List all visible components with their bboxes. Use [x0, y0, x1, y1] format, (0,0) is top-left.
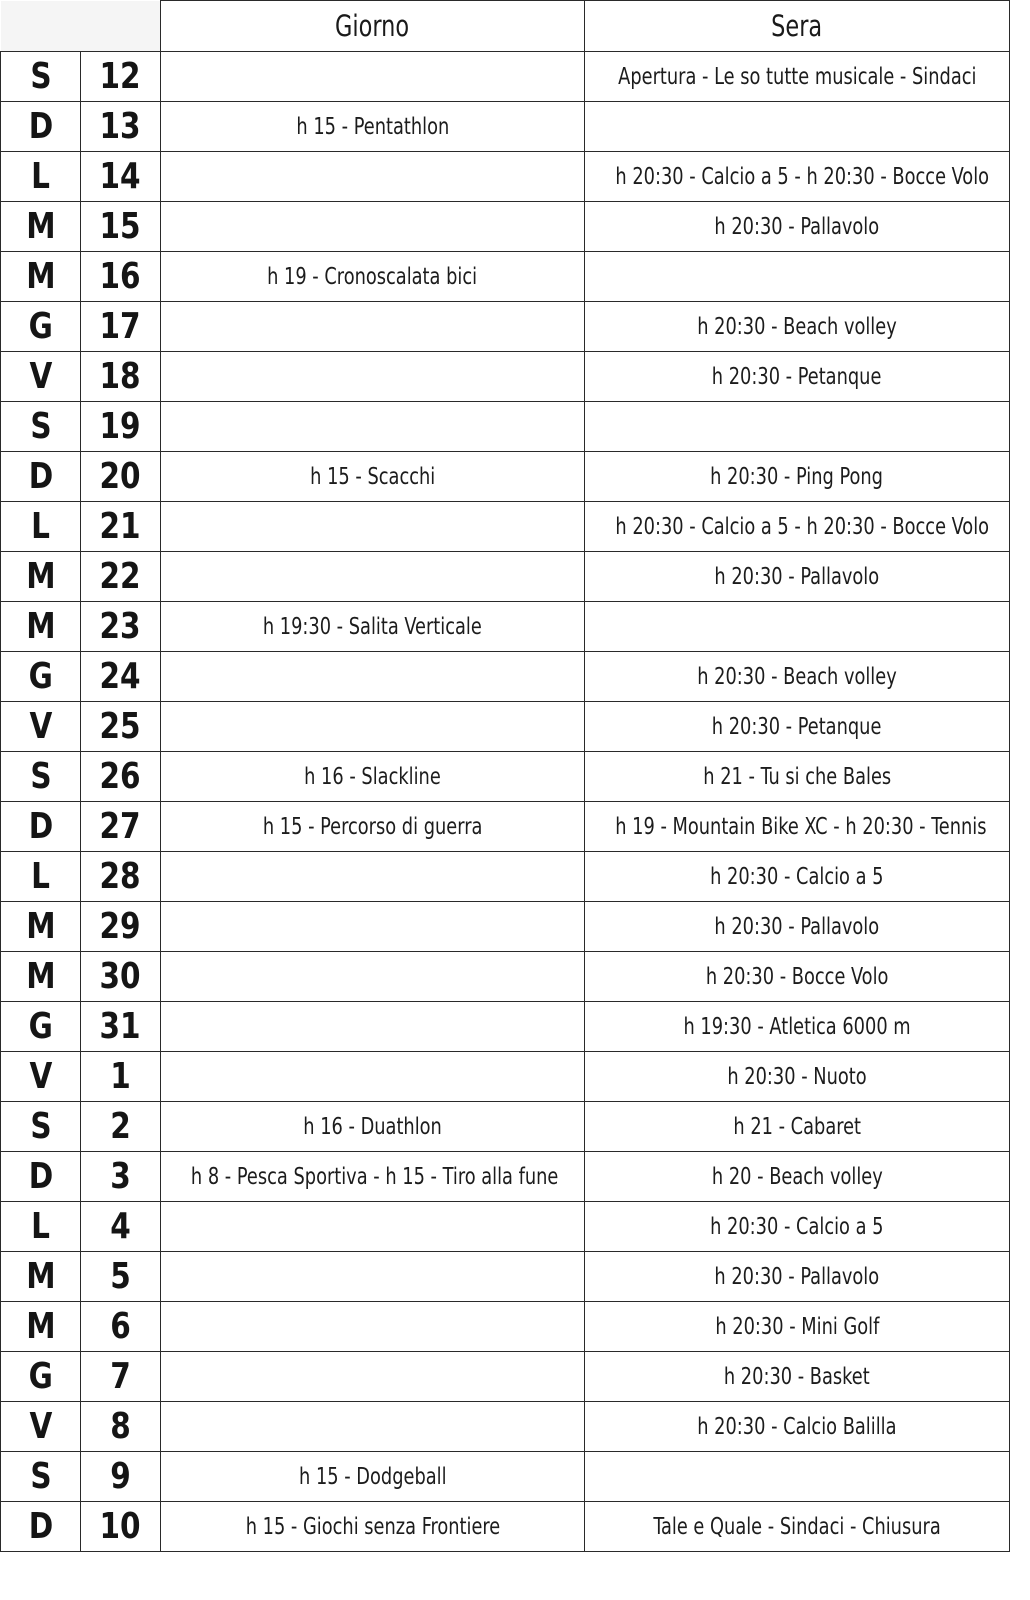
date-cell-text: 27 [99, 806, 142, 847]
evening-event-cell [585, 202, 1010, 252]
day-event-cell [161, 1452, 585, 1502]
weekday-cell [1, 702, 81, 752]
evening-event-cell [585, 1402, 1010, 1452]
day-event-cell [161, 502, 585, 552]
table-row [1, 702, 1010, 752]
weekday-cell [1, 402, 81, 452]
date-cell [81, 102, 161, 152]
weekday-cell [1, 902, 81, 952]
evening-event-cell [585, 102, 1010, 152]
weekday-cell-text: L [31, 856, 50, 897]
evening-event-cell [585, 1452, 1010, 1502]
weekday-cell [1, 852, 81, 902]
date-cell-text: 2 [110, 1106, 131, 1147]
weekday-cell [1, 252, 81, 302]
evening-event-cell-text: h 20:30 - Nuoto [727, 1063, 867, 1090]
evening-event-cell-text: h 20:30 - Ping Pong [710, 463, 884, 490]
date-cell [81, 1352, 161, 1402]
day-event-cell [161, 102, 585, 152]
date-cell-text: 21 [99, 506, 142, 547]
evening-event-cell-text: h 20:30 - Pallavolo [714, 563, 880, 590]
table-row [1, 1252, 1010, 1302]
weekday-cell [1, 452, 81, 502]
date-cell-text: 29 [99, 906, 142, 947]
table-row [1, 552, 1010, 602]
date-cell-text: 18 [99, 356, 142, 397]
evening-event-cell-text: h 20:30 - Calcio a 5 [710, 863, 884, 890]
day-event-cell [161, 1252, 585, 1302]
weekday-cell-text: M [25, 556, 56, 597]
day-event-cell [161, 1152, 585, 1202]
day-event-cell-text: h 15 - Percorso di guerra [262, 813, 483, 840]
date-cell [81, 1302, 161, 1352]
weekday-cell [1, 1152, 81, 1202]
table-row [1, 952, 1010, 1002]
table-row [1, 1102, 1010, 1152]
date-cell [81, 852, 161, 902]
weekday-cell [1, 302, 81, 352]
date-cell [81, 1052, 161, 1102]
day-event-cell [161, 1352, 585, 1402]
weekday-cell-text: D [28, 806, 53, 847]
weekday-cell-text: V [29, 1056, 52, 1097]
evening-event-cell-text: h 20:30 - Pallavolo [714, 1263, 880, 1290]
date-cell-text: 3 [110, 1156, 131, 1197]
weekday-cell [1, 502, 81, 552]
table-row [1, 852, 1010, 902]
table-row [1, 1052, 1010, 1102]
weekday-cell-text: G [28, 1356, 53, 1397]
weekday-cell-text: G [28, 1006, 53, 1047]
day-event-cell [161, 452, 585, 502]
weekday-cell [1, 1202, 81, 1252]
date-cell-text: 13 [99, 106, 142, 147]
date-cell [81, 402, 161, 452]
evening-event-cell-text: h 20:30 - Basket [724, 1363, 870, 1390]
day-event-cell [161, 1202, 585, 1252]
date-cell [81, 802, 161, 852]
evening-event-cell-text: h 20:30 - Calcio a 5 - h 20:30 - Bocce Volo [615, 513, 990, 540]
date-cell-text: 10 [99, 1506, 142, 1547]
evening-event-cell-text: h 20:30 - Calcio Balilla [697, 1413, 897, 1440]
table-row [1, 752, 1010, 802]
evening-event-cell [585, 802, 1010, 852]
day-event-cell-text: h 15 - Pentathlon [296, 113, 449, 140]
weekday-cell [1, 52, 81, 102]
table-row [1, 1002, 1010, 1052]
date-cell-text: 20 [99, 456, 142, 497]
weekday-cell [1, 952, 81, 1002]
table-row [1, 52, 1010, 102]
weekday-cell-text: M [25, 906, 56, 947]
date-cell-text: 7 [110, 1356, 131, 1397]
day-event-cell [161, 652, 585, 702]
evening-event-cell-text: h 20:30 - Petanque [712, 363, 882, 390]
header-evening [585, 1, 1010, 52]
table-row [1, 402, 1010, 452]
weekday-cell [1, 1252, 81, 1302]
date-cell-text: 17 [99, 306, 142, 347]
weekday-cell-text: V [29, 706, 52, 747]
day-event-cell [161, 152, 585, 202]
date-cell [81, 52, 161, 102]
evening-event-cell [585, 902, 1010, 952]
evening-event-cell [585, 1202, 1010, 1252]
evening-event-cell [585, 402, 1010, 452]
day-event-cell [161, 552, 585, 602]
evening-event-cell-text: h 21 - Cabaret [733, 1113, 861, 1140]
table-row [1, 202, 1010, 252]
date-cell-text: 14 [99, 156, 142, 197]
header-row [1, 1, 1010, 52]
evening-event-cell-text: h 20 - Beach volley [711, 1163, 883, 1190]
weekday-cell-text: G [28, 656, 53, 697]
evening-event-cell-text: h 20:30 - Calcio a 5 - h 20:30 - Bocce Volo [615, 163, 990, 190]
evening-event-cell [585, 152, 1010, 202]
day-event-cell [161, 952, 585, 1002]
schedule-body [1, 52, 1010, 1552]
date-cell [81, 552, 161, 602]
date-cell-text: 4 [110, 1206, 131, 1247]
day-event-cell [161, 1302, 585, 1352]
evening-event-cell-text: h 20:30 - Petanque [712, 713, 882, 740]
evening-event-cell-text: h 20:30 - Mini Golf [715, 1313, 879, 1340]
header-day-label: Giorno [335, 9, 410, 43]
date-cell-text: 25 [99, 706, 142, 747]
evening-event-cell [585, 1002, 1010, 1052]
weekday-cell [1, 352, 81, 402]
weekday-cell-text: M [25, 256, 56, 297]
weekday-cell [1, 152, 81, 202]
weekday-cell [1, 602, 81, 652]
evening-event-cell [585, 452, 1010, 502]
day-event-cell [161, 752, 585, 802]
weekday-cell-text: L [31, 1206, 50, 1247]
weekday-cell [1, 752, 81, 802]
evening-event-cell-text: h 20:30 - Pallavolo [714, 913, 880, 940]
date-cell [81, 252, 161, 302]
weekday-cell-text: S [29, 756, 52, 797]
table-row [1, 1302, 1010, 1352]
weekday-cell [1, 652, 81, 702]
table-row [1, 452, 1010, 502]
table-row [1, 252, 1010, 302]
day-event-cell [161, 602, 585, 652]
date-cell-text: 24 [99, 656, 142, 697]
date-cell [81, 1002, 161, 1052]
weekday-cell-text: D [28, 1506, 53, 1547]
weekday-cell-text: M [25, 1306, 56, 1347]
date-cell [81, 1452, 161, 1502]
weekday-cell-text: M [25, 206, 56, 247]
weekday-cell-text: M [25, 956, 56, 997]
evening-event-cell-text: h 21 - Tu si che Bales [703, 763, 891, 790]
date-cell [81, 452, 161, 502]
date-cell [81, 1202, 161, 1252]
weekday-cell [1, 1302, 81, 1352]
date-cell [81, 602, 161, 652]
table-row [1, 1352, 1010, 1402]
date-cell [81, 1402, 161, 1452]
weekday-cell-text: D [28, 456, 53, 497]
evening-event-cell [585, 752, 1010, 802]
day-event-cell-text: h 15 - Giochi senza Frontiere [245, 1513, 500, 1540]
date-cell-text: 16 [99, 256, 142, 297]
weekday-cell-text: M [25, 1256, 56, 1297]
day-event-cell [161, 1502, 585, 1552]
day-event-cell [161, 1102, 585, 1152]
weekday-cell-text: S [29, 1456, 52, 1497]
evening-event-cell [585, 1252, 1010, 1302]
date-cell-text: 28 [99, 856, 142, 897]
weekday-cell-text: G [28, 306, 53, 347]
weekday-cell [1, 202, 81, 252]
table-row [1, 152, 1010, 202]
evening-event-cell [585, 1352, 1010, 1402]
date-cell-text: 9 [110, 1456, 131, 1497]
weekday-cell-text: D [28, 106, 53, 147]
day-event-cell-text: h 19 - Cronoscalata bici [267, 263, 478, 290]
evening-event-cell [585, 1502, 1010, 1552]
evening-event-cell [585, 352, 1010, 402]
day-event-cell [161, 702, 585, 752]
weekday-cell [1, 102, 81, 152]
table-row [1, 102, 1010, 152]
date-cell [81, 1102, 161, 1152]
table-row [1, 1452, 1010, 1502]
evening-event-cell [585, 1302, 1010, 1352]
table-row [1, 302, 1010, 352]
weekday-cell [1, 1102, 81, 1152]
day-event-cell [161, 852, 585, 902]
day-event-cell [161, 52, 585, 102]
evening-event-cell [585, 1152, 1010, 1202]
date-cell-text: 15 [99, 206, 142, 247]
evening-event-cell [585, 952, 1010, 1002]
weekday-cell-text: D [28, 1156, 53, 1197]
date-cell [81, 902, 161, 952]
date-cell [81, 502, 161, 552]
date-cell-text: 26 [99, 756, 142, 797]
evening-event-cell [585, 702, 1010, 752]
day-event-cell-text: h 16 - Slackline [304, 763, 441, 790]
table-row [1, 1402, 1010, 1452]
day-event-cell-text: h 16 - Duathlon [303, 1113, 442, 1140]
date-cell-text: 6 [110, 1306, 131, 1347]
date-cell-text: 1 [110, 1056, 131, 1097]
table-row [1, 502, 1010, 552]
day-event-cell [161, 1002, 585, 1052]
evening-event-cell [585, 302, 1010, 352]
day-event-cell-text: h 8 - Pesca Sportiva - h 15 - Tiro alla fune [190, 1163, 559, 1190]
weekday-cell-text: L [31, 156, 50, 197]
date-cell [81, 752, 161, 802]
date-cell [81, 152, 161, 202]
weekday-cell [1, 1352, 81, 1402]
weekday-cell-text: S [29, 1106, 52, 1147]
date-cell [81, 652, 161, 702]
evening-event-cell-text: h 20:30 - Pallavolo [714, 213, 880, 240]
evening-event-cell [585, 602, 1010, 652]
day-event-cell [161, 802, 585, 852]
weekday-cell [1, 1402, 81, 1452]
evening-event-cell-text: h 20:30 - Beach volley [697, 313, 897, 340]
day-event-cell [161, 202, 585, 252]
header-evening-label: Sera [771, 9, 823, 43]
table-row [1, 352, 1010, 402]
day-event-cell [161, 352, 585, 402]
weekday-cell [1, 552, 81, 602]
date-cell [81, 352, 161, 402]
date-cell [81, 702, 161, 752]
day-event-cell [161, 402, 585, 452]
weekday-cell-text: S [29, 406, 52, 447]
date-cell [81, 302, 161, 352]
weekday-cell-text: V [29, 356, 52, 397]
day-event-cell [161, 302, 585, 352]
evening-event-cell-text: h 20:30 - Calcio a 5 [710, 1213, 884, 1240]
date-cell [81, 1502, 161, 1552]
evening-event-cell [585, 252, 1010, 302]
day-event-cell-text: h 19:30 - Salita Verticale [263, 613, 482, 640]
table-row [1, 802, 1010, 852]
evening-event-cell [585, 502, 1010, 552]
evening-event-cell [585, 1102, 1010, 1152]
header-day [161, 1, 585, 52]
weekday-cell-text: M [25, 606, 56, 647]
day-event-cell [161, 902, 585, 952]
table-row [1, 1202, 1010, 1252]
weekday-cell-text: S [29, 56, 52, 97]
table-row [1, 1152, 1010, 1202]
weekday-cell [1, 1502, 81, 1552]
table-row [1, 652, 1010, 702]
evening-event-cell-text: h 19:30 - Atletica 6000 m [683, 1013, 911, 1040]
day-event-cell-text: h 15 - Dodgeball [298, 1463, 447, 1490]
weekday-cell [1, 1052, 81, 1102]
date-cell [81, 1252, 161, 1302]
date-cell-text: 23 [99, 606, 142, 647]
evening-event-cell [585, 52, 1010, 102]
weekday-cell [1, 1002, 81, 1052]
date-cell-text: 31 [99, 1006, 142, 1047]
date-cell-text: 5 [110, 1256, 131, 1297]
weekday-cell [1, 1452, 81, 1502]
date-cell-text: 30 [99, 956, 142, 997]
table-row [1, 902, 1010, 952]
evening-event-cell [585, 552, 1010, 602]
evening-event-cell [585, 1052, 1010, 1102]
weekday-cell [1, 802, 81, 852]
date-cell-text: 12 [99, 56, 142, 97]
day-event-cell [161, 1402, 585, 1452]
date-cell [81, 952, 161, 1002]
date-cell-text: 8 [110, 1406, 131, 1447]
evening-event-cell [585, 852, 1010, 902]
date-cell [81, 202, 161, 252]
date-cell-text: 19 [99, 406, 142, 447]
evening-event-cell-text: Tale e Quale - Sindaci - Chiusura [653, 1513, 941, 1540]
table-row [1, 602, 1010, 652]
evening-event-cell-text: h 19 - Mountain Bike XC - h 20:30 - Tennis [615, 813, 987, 840]
date-cell-text: 22 [99, 556, 142, 597]
weekday-cell-text: V [29, 1406, 52, 1447]
evening-event-cell-text: Apertura - Le so tutte musicale - Sindaci [617, 63, 977, 90]
evening-event-cell-text: h 20:30 - Beach volley [697, 663, 897, 690]
day-event-cell-text: h 15 - Scacchi [309, 463, 436, 490]
evening-event-cell [585, 652, 1010, 702]
header-blank-corner [1, 1, 161, 52]
day-event-cell [161, 252, 585, 302]
weekday-cell-text: L [31, 506, 50, 547]
table-row [1, 1502, 1010, 1552]
day-event-cell [161, 1052, 585, 1102]
evening-event-cell-text: h 20:30 - Bocce Volo [705, 963, 889, 990]
date-cell [81, 1152, 161, 1202]
